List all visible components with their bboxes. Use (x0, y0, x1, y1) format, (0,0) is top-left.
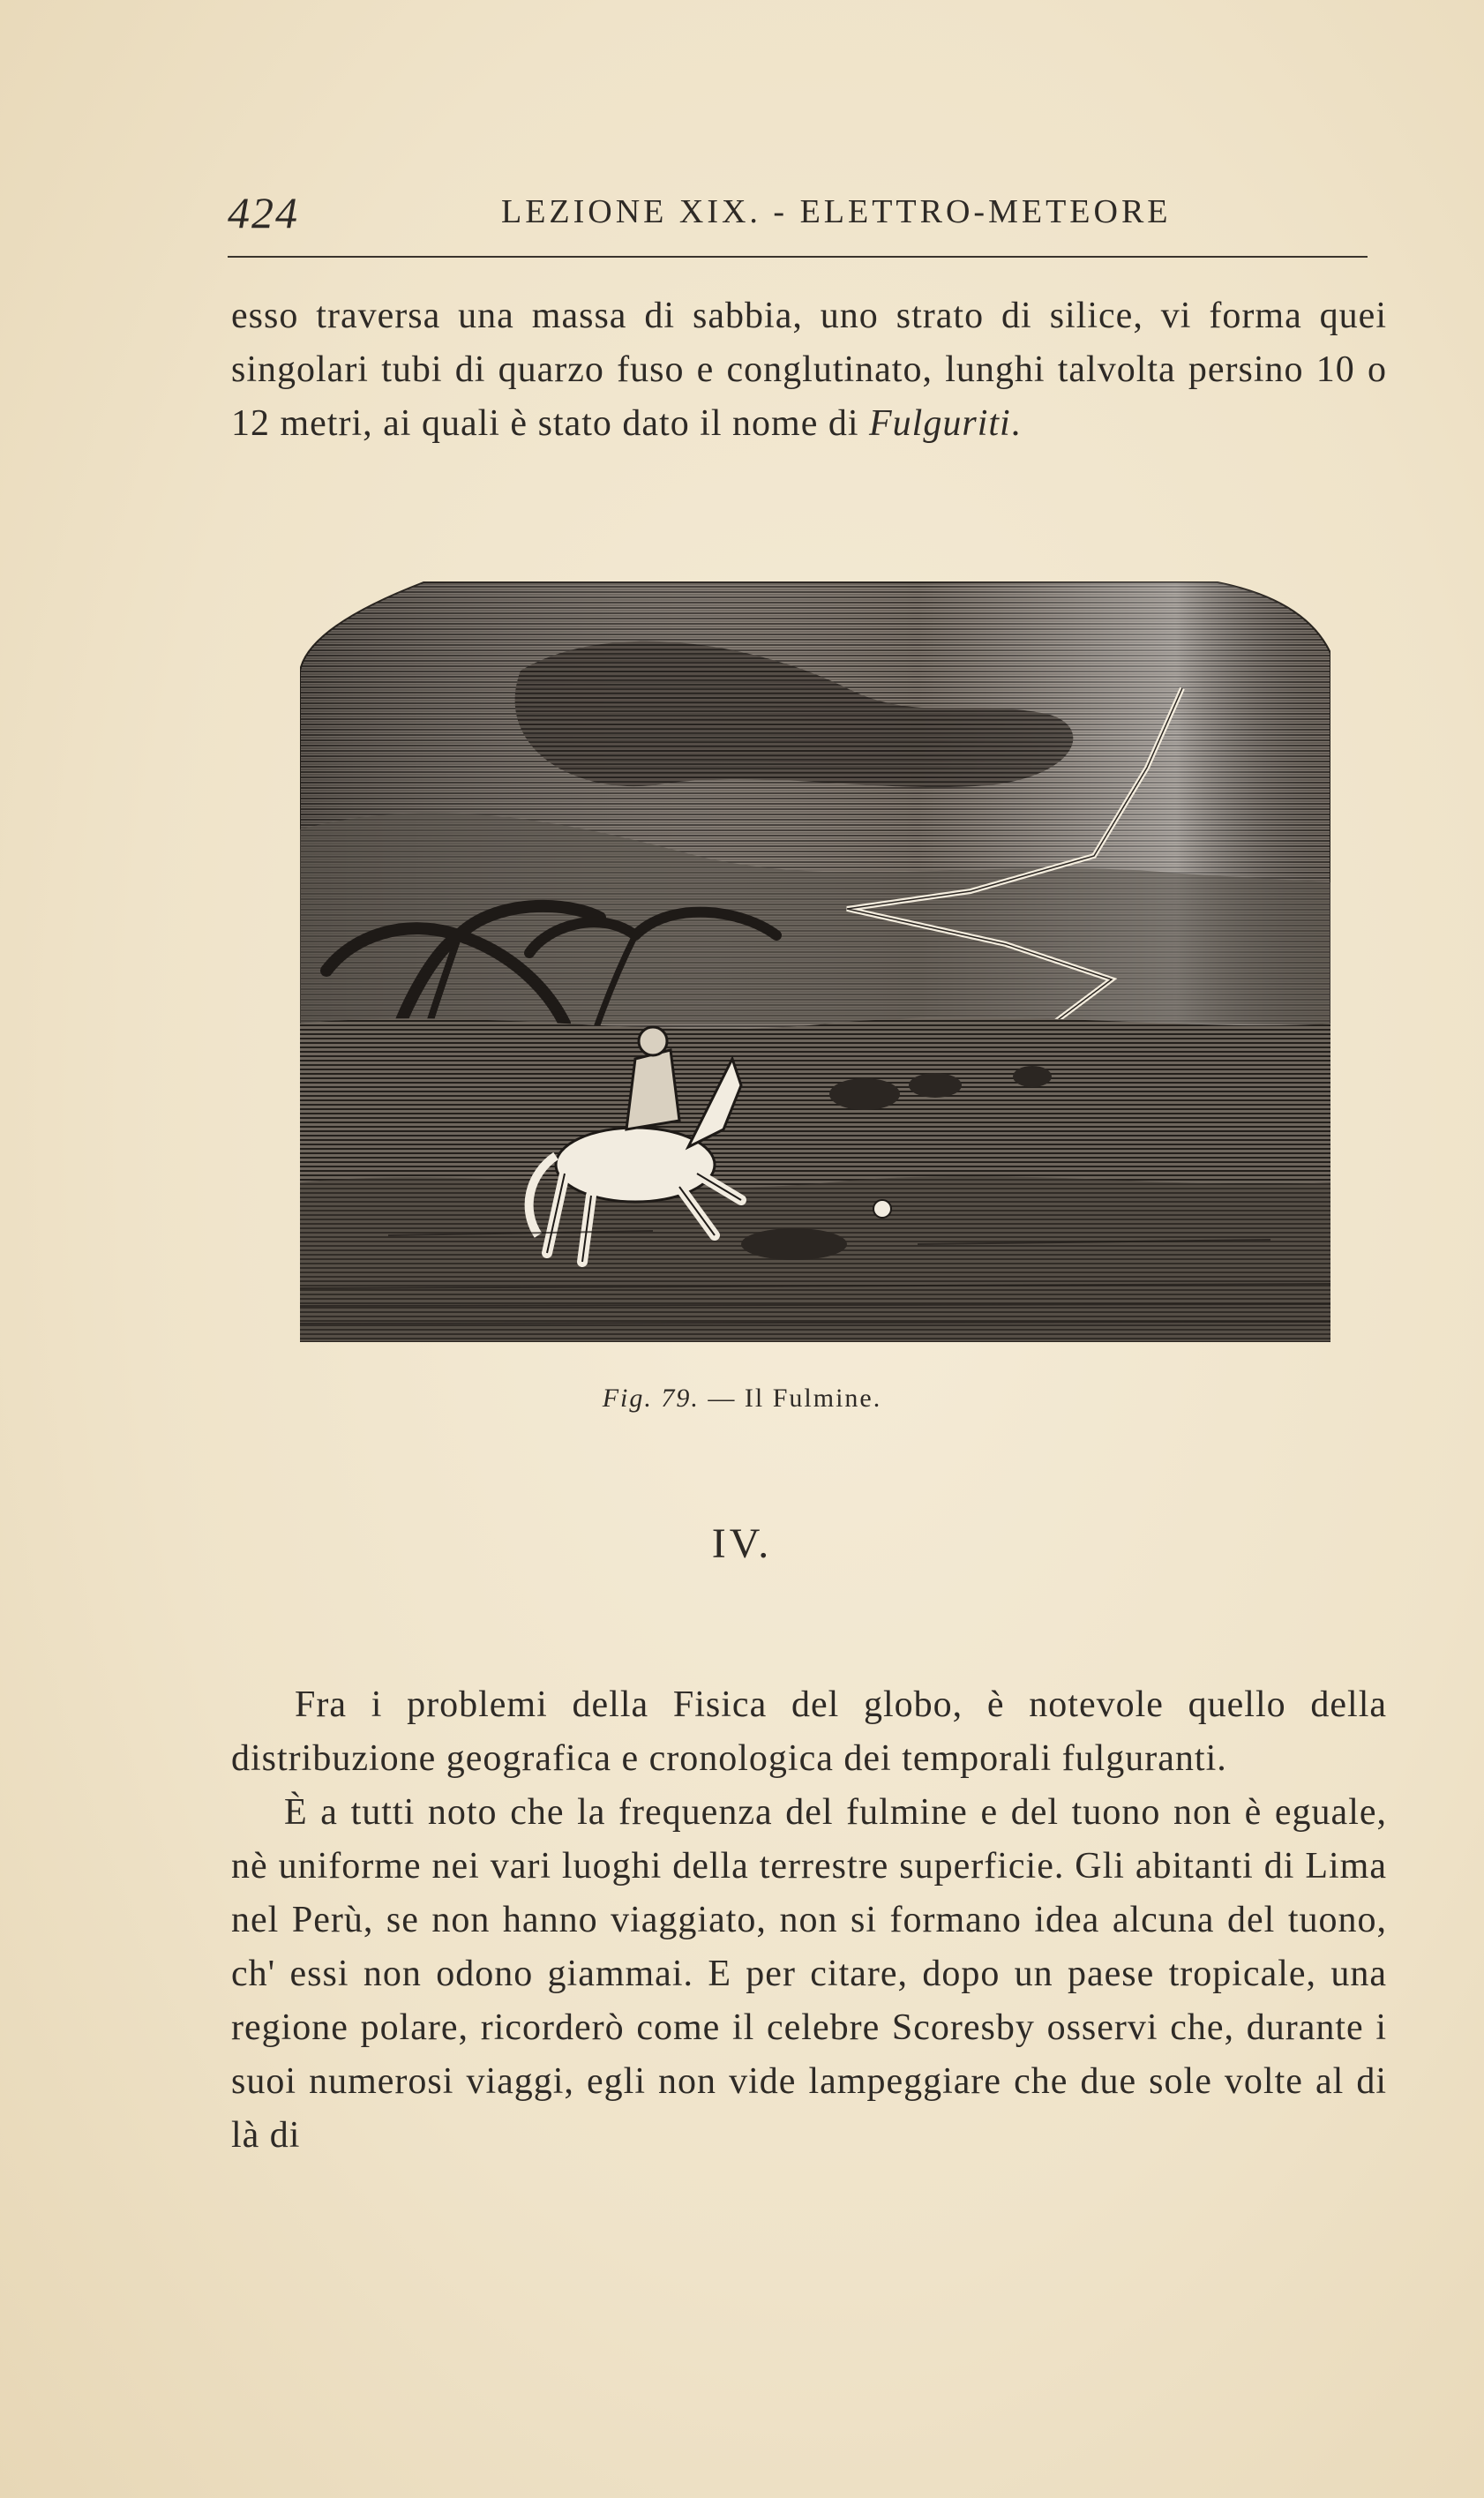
italic-term: Fulguriti (869, 403, 1011, 444)
paragraph-end: . (1010, 403, 1022, 444)
page-number: 424 (228, 188, 299, 237)
running-head: LEZIONE XIX. - ELETTRO-METEORE (501, 193, 1172, 230)
paragraph-text: Fra i problemi della Fisica del globo, è notevole quello della distribuzione geografica e cronologica dei temporali fulguranti. (231, 1684, 1387, 1779)
figure-title: Il Fulmine. (744, 1384, 882, 1413)
paragraph-problemi (231, 1678, 1387, 1786)
caption-separator: — (699, 1384, 745, 1413)
figure-caption (0, 1384, 1484, 1414)
paragraph-frequenza (231, 1786, 1387, 2163)
lightning-illustration (300, 565, 1330, 1359)
header-rule (228, 256, 1368, 258)
paragraph-fulguriti (231, 289, 1387, 451)
paragraph-text: È a tutti noto che la frequenza del fulmine e del tuono non è eguale, nè uniforme nei vari luoghi della terrestre superficie. Gli abitanti di Lima nel Perù, se non hanno viaggiato, non si formano idea alcuna del tuono, ch' essi non odono giammai. E per citare, dopo un paese tropicale, una regione polare, ricorderò come il celebre Scoresby osservi che, durante i suoi numerosi viaggi, egli non vide lampeggiare che due sole volte al di là di (231, 1792, 1387, 2156)
figure-label: Fig. 79. (602, 1384, 700, 1413)
page-header (228, 187, 1392, 240)
paragraph-text: esso traversa una massa di sabbia, uno strato di silice, vi forma quei singolari tubi di quarzo fuso e conglutinato, lunghi talvolta persino 10 o 12 metri, ai quali è stato dato il nome di (231, 296, 1387, 444)
section-heading: IV. (711, 1520, 773, 1567)
engraving-lightning (300, 565, 1330, 1359)
